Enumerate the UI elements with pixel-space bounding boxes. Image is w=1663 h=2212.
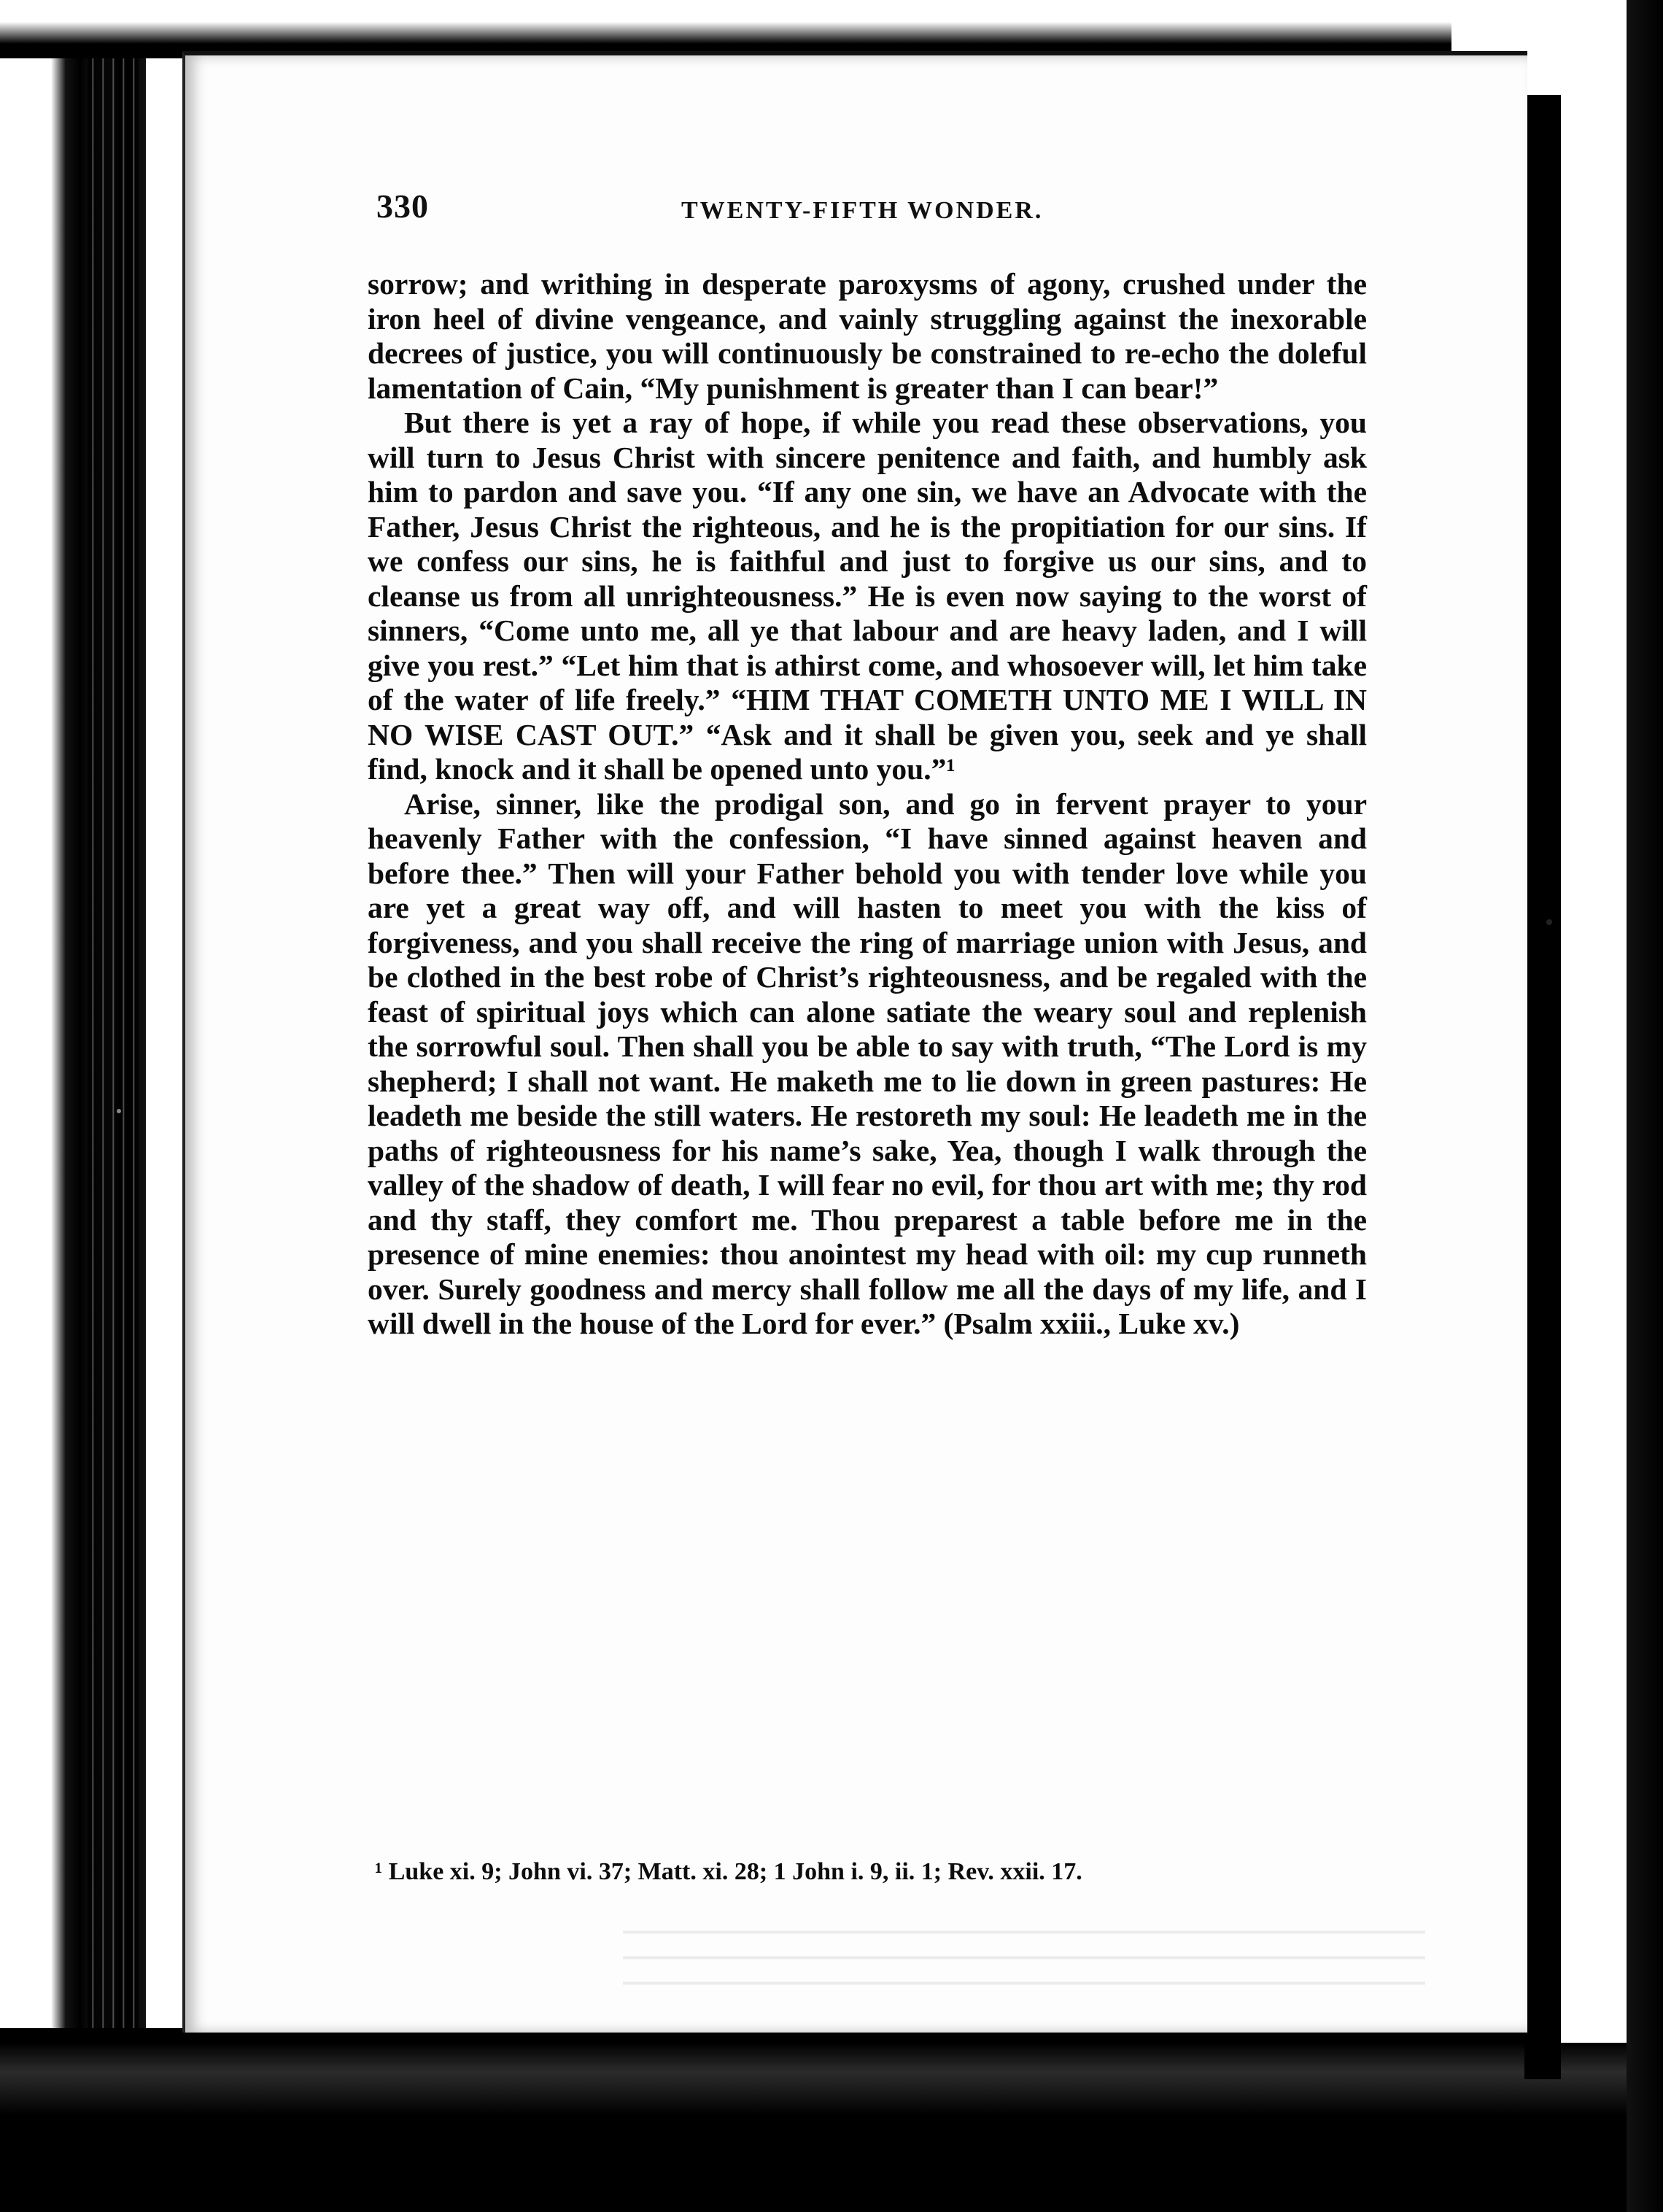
- microfilm-right-border: [1627, 0, 1663, 2212]
- paragraph-arise: Arise, sinner, like the prodigal son, and go in fervent prayer to your heavenly Father with the confession, “I have sinned against heaven and before thee.” Then will your Father behold you with tender love while you are yet a great way off, and will hasten to meet you with the kiss of forgiveness, and you shall receive the ring of marriage union with Jesus, and be clothed in the best robe of Christ’s righteousness, and be regaled with the feast of spiritual joys which can alone satiate the weary soul and replenish the sorrowful soul. Then shall you be able to say with truth, “The Lord is my shepherd; I shall not want. He maketh me to lie down in green pastures: He leadeth me beside the still waters. He restoreth my soul: He leadeth me in the paths of righteousness for his name’s sake, Yea, though I walk through the valley of the shadow of death, I will fear no evil, for thou art with me; thy rod and thy staff, they comfort me. Thou preparest a table before me in the presence of mine enemies: thou anointest my head with oil: my cup runneth over. Surely goodness and mercy shall follow me all the days of my life, and I will dwell in the house of the Lord for ever.” (Psalm xxiii., Luke xv.): [368, 786, 1367, 1340]
- running-head: [185, 187, 1527, 231]
- microfilm-bottom-border: [0, 2028, 1663, 2212]
- page-number: 330: [376, 187, 429, 225]
- paragraph-hope: But there is yet a ray of hope, if while you read these observations, you will turn to Jesus Christ with sincere penitence and faith, and humbly ask him to pardon and save you. “If any one sin, we have an Advocate with the Father, Jesus Christ the righteous, and he is the propitiation for our sins. If we confess our sins, he is faithful and just to forgive us our sins, and to cleanse us from all unrighteousness.” He is even now saying to the worst of sinners, “Come unto me, all ye that labour and are heavy laden, and I will give you rest.” “Let him that is athirst come, and whosoever will, let him take of the water of life freely.” “HIM THAT COMETH UNTO ME I WILL IN NO WISE CAST OUT.” “Ask and it shall be given you, seek and ye shall find, knock and it shall be opened unto you.”¹: [368, 406, 1367, 786]
- scan-speck: [117, 1109, 121, 1113]
- bleed-through-text: [623, 1909, 1425, 2003]
- running-title: TWENTY-FIFTH WONDER.: [681, 197, 1044, 224]
- paragraph-continuation: sorrow; and writhing in desperate paroxysms of agony, crushed under the iron heel of divine vengeance, and vainly struggling against the inexorable decrees of justice, you will continuously be constrained to re-echo the doleful lamentation of Cain, “My punishment is greater than I can bear!”: [368, 267, 1367, 405]
- microfilm-left-stripes: [88, 44, 139, 2101]
- microfilm-gutter: [1524, 95, 1561, 2079]
- adjacent-page-edge: [1561, 102, 1627, 2043]
- footnote: ¹ Luke xi. 9; John vi. 37; Matt. xi. 28; 1 John i. 9, ii. 1; Rev. xxii. 17.: [375, 1858, 1082, 1885]
- book-page: [182, 51, 1527, 2033]
- body-text: [368, 267, 1367, 1342]
- microfilm-top-border: [0, 0, 1663, 58]
- scan-speck: [1546, 919, 1552, 925]
